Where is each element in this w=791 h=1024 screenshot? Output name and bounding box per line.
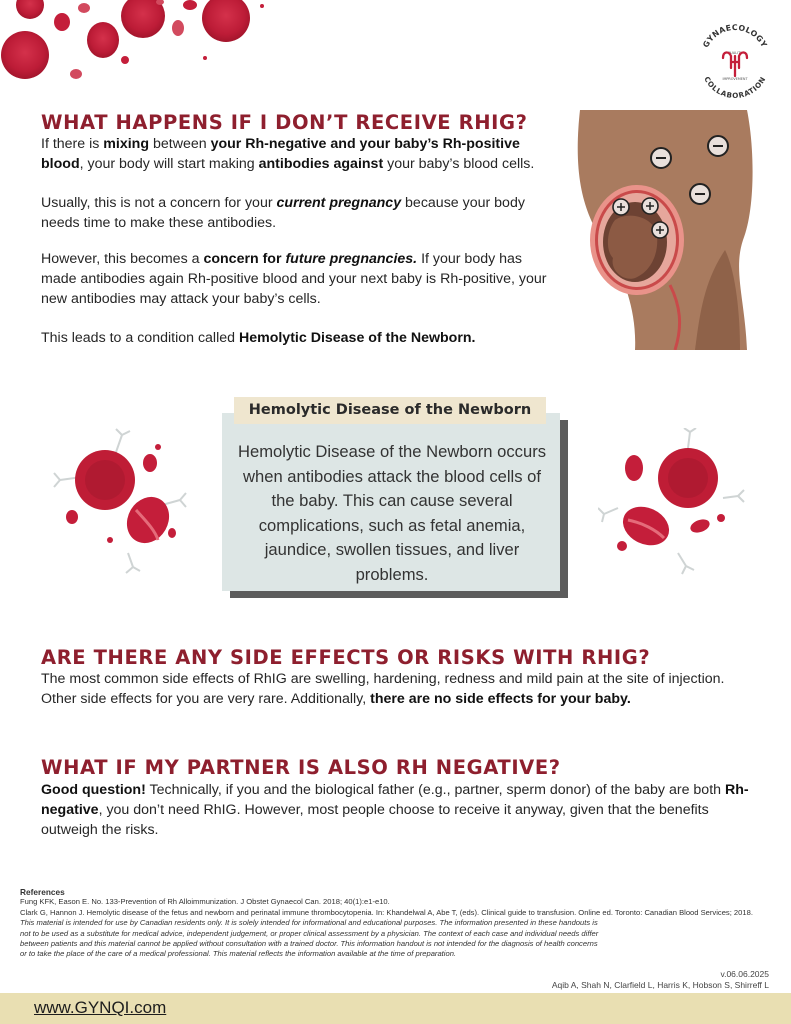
logo-bottom-text: COLLABORATION bbox=[702, 74, 768, 98]
logo-top-text: GYNAECOLOGY bbox=[701, 22, 769, 50]
section-title-partner: WHAT IF MY PARTNER IS ALSO RH NEGATIVE? bbox=[41, 756, 561, 779]
paragraph-current-pregnancy: Usually, this is not a concern for your current pregnancy because your body needs time to make these antibodies. bbox=[41, 195, 525, 231]
antibody-cells-left bbox=[50, 425, 200, 575]
references-block bbox=[20, 887, 780, 960]
logo-quality-text: QUALITY bbox=[727, 51, 743, 55]
svg-text:GYNAECOLOGY bbox=[701, 23, 769, 49]
version-label: v.06.06.2025 bbox=[720, 969, 769, 979]
paragraph-side-effects: The most common side effects of RhIG are swelling, hardening, redness and mild pain at the site of injection. Other side effects for you are very rare. Additionally, there are no side effects for your baby. bbox=[41, 671, 725, 707]
paragraph-future-pregnancies: However, this becomes a concern for future pregnancies. If your body has made antibodies again Rh-positive blood and your next baby is Rh-positive, your new antibodies may attack your baby’s cells. bbox=[41, 251, 547, 307]
pregnant-belly-illustration bbox=[575, 110, 755, 350]
disclaimer-text: This material is intended for use by Canadian residents only. It is solely intended for informational and educational purposes. The information presented in these handouts is not to be used as a substitute for medical advice, independent judgement, or proper clinical assessment by a physician. The context of each case and individual needs differ between patients and this material cannot be applied without consultation with a trained doctor. This information handout is not intended for the diagnosis of health concerns or to take the place of the care of a medical professional. This material reflects the information available at the time of preparation. bbox=[20, 918, 599, 959]
section-title-no-rhig: WHAT HAPPENS IF I DON’T RECEIVE RHIG? bbox=[41, 111, 528, 134]
hdn-box-title: Hemolytic Disease of the Newborn bbox=[248, 402, 532, 418]
hdn-box-text: Hemolytic Disease of the Newborn occurs when antibodies attack the blood cells of the baby. This can cause several complications, such as fetal anemia, jaundice, swollen tissues, and liver problems. bbox=[237, 442, 547, 584]
reference-item-1: Fung KFK, Eason E. No. 133-Prevention of Rh Alloimmunization. J Obstet Gynaecol Can. 2018; 40(1):e1-e10. bbox=[20, 897, 390, 907]
paragraph-hdn-intro: This leads to a condition called Hemolytic Disease of the Newborn. bbox=[41, 330, 476, 346]
paragraph-partner: Good question! Technically, if you and the biological father (e.g., partner, sperm donor) of the baby are both Rh-negative, you don’t need RhIG. However, most people choose to receive it anyway, given that the benefits outweigh the risks. bbox=[41, 782, 749, 838]
authors-label: Aqib A, Shah N, Clarfield L, Harris K, Hobson S, Shirreff L bbox=[551, 980, 769, 990]
section-title-side-effects: ARE THERE ANY SIDE EFFECTS OR RISKS WITH RHIG? bbox=[41, 646, 651, 669]
website-link[interactable]: www.GYNQI.com bbox=[34, 998, 167, 1017]
blood-cells-decoration bbox=[0, 0, 300, 100]
references-heading: References bbox=[20, 887, 65, 897]
antibody-cells-right bbox=[598, 428, 748, 578]
logo-improvement-text: IMPROVEMENT bbox=[722, 77, 748, 81]
gynaecology-collaboration-logo bbox=[693, 20, 777, 98]
reference-item-2: Clark G, Hannon J. Hemolytic disease of the fetus and newborn and perinatal immune thrombocytopenia. In: Khandelwal A, Abe T, (eds). Clinical guide to transfusion. Online ed. Toronto: Canadian Blood Services; 2018. bbox=[20, 907, 753, 917]
paragraph-mixing: If there is mixing between your Rh-negative and your baby’s Rh-positive blood, your body will start making antibodies against your baby’s blood cells. bbox=[41, 136, 535, 172]
